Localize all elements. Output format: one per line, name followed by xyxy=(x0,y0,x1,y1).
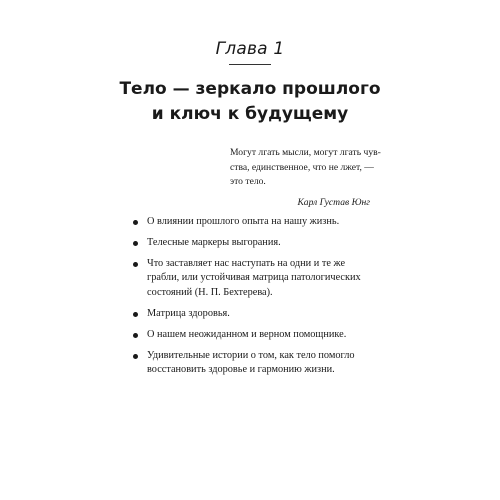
chapter-title-line: Тело — зеркало прошлого xyxy=(119,79,381,99)
list-item-line: Матрица здоровья. xyxy=(147,307,230,319)
list-item xyxy=(130,328,380,343)
list-item-text xyxy=(147,349,380,379)
epigraph-author: Карл Густав Юнг xyxy=(297,196,370,208)
chapter-label: Глава 1 xyxy=(215,39,285,59)
chapter-topics-list xyxy=(130,215,380,384)
bullet-icon xyxy=(133,241,138,246)
list-item xyxy=(130,236,380,251)
chapter-title xyxy=(0,77,500,127)
list-item xyxy=(130,257,380,301)
epigraph xyxy=(230,146,381,210)
epigraph-line: это тело. xyxy=(230,176,266,187)
list-item-text xyxy=(147,257,380,301)
epigraph-quote xyxy=(230,146,381,190)
list-item-line: Телесные маркеры выгорания. xyxy=(147,236,281,248)
list-item xyxy=(130,215,380,230)
bullet-icon xyxy=(133,262,138,267)
bullet-icon xyxy=(133,220,138,225)
bullet-icon xyxy=(133,354,138,359)
list-item xyxy=(130,349,380,379)
epigraph-line: Могут лгать мысли, могут лгать чув- xyxy=(230,147,381,158)
list-item-line: О влиянии прошлого опыта на нашу жизнь. xyxy=(147,216,340,227)
list-item-line: Что заставляет нас наступать на одни и те же xyxy=(147,257,346,269)
chapter-divider xyxy=(229,64,271,65)
bullet-icon xyxy=(133,333,138,338)
list-item-text xyxy=(147,328,380,343)
list-item-line: грабли, или устойчивая матрица патологических xyxy=(147,272,361,284)
list-item-text xyxy=(147,236,380,251)
list-item-text xyxy=(147,215,380,230)
list-item-line: Удивительные истории о том, как тело помогло xyxy=(147,349,355,361)
list-item-text xyxy=(147,307,380,322)
bullet-icon xyxy=(133,312,138,317)
list-item-line: восстановить здоровье и гармонию жизни. xyxy=(147,364,335,376)
list-item-line: О нашем неожиданном и верном помощнике. xyxy=(147,328,347,340)
list-item xyxy=(130,307,380,322)
epigraph-line: ства, единственное, что не лжет, — xyxy=(230,161,374,173)
list-item-line: состояний (Н. П. Бехтерева). xyxy=(147,287,273,299)
chapter-title-line: и ключ к будущему xyxy=(151,104,349,124)
